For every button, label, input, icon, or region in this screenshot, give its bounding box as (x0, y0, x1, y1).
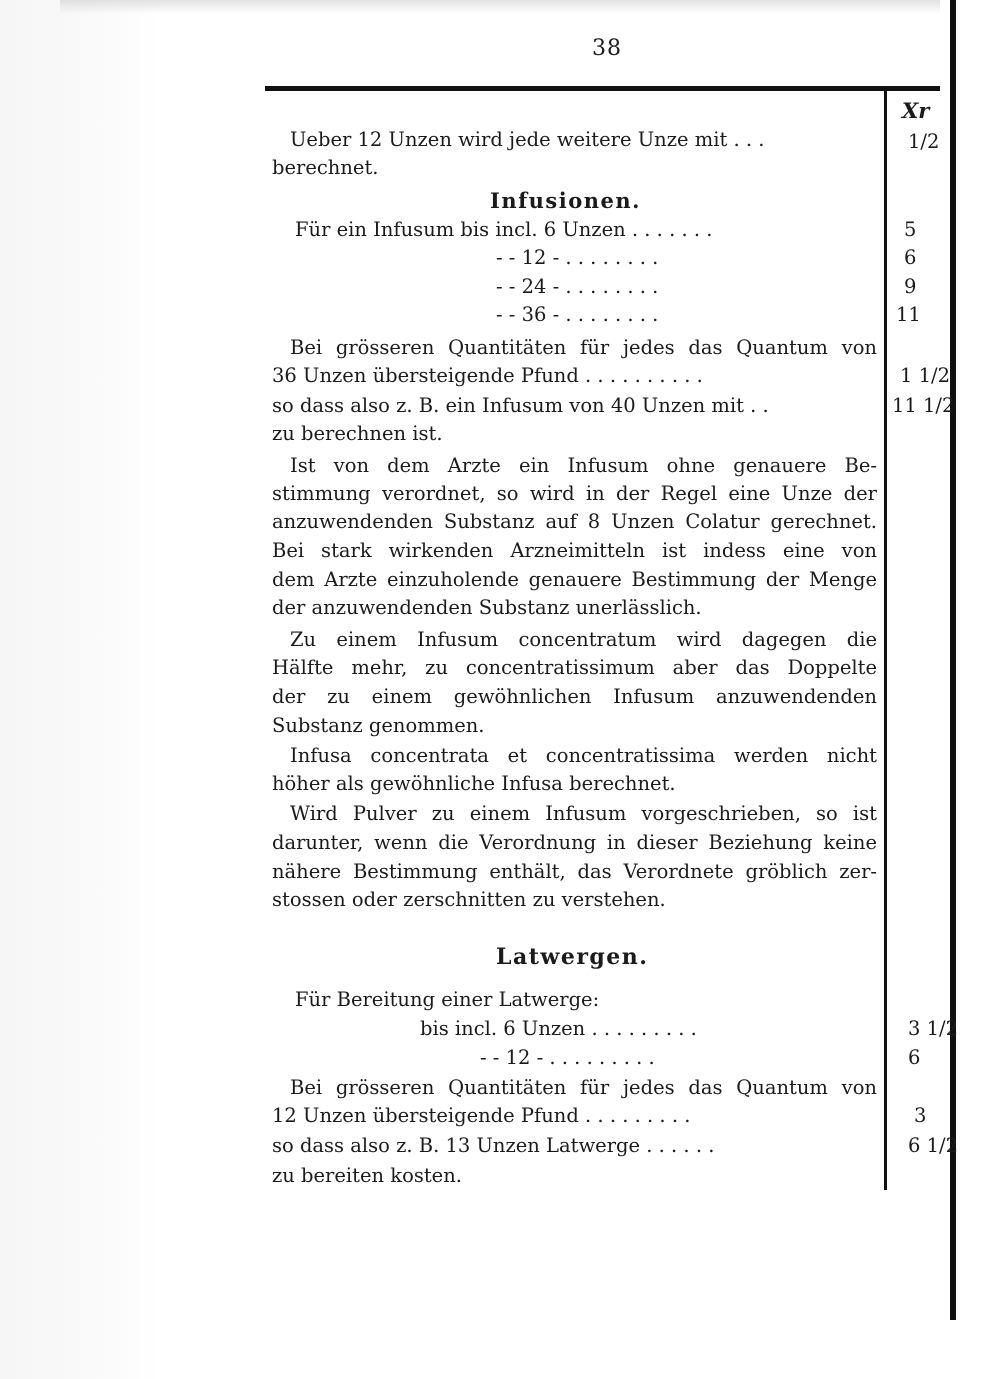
infusion-para5-line3: nähere Bestimmung enthält, das Verordnete gröblich zer- (272, 860, 877, 883)
latwerge-row-1-value: 3 1/2 (908, 1017, 958, 1040)
infusion-para2-line5: dem Arzte einzuholende genauere Bestimmung der Menge (272, 568, 877, 591)
infusion-para1-value-2: 11 1/2 (892, 394, 955, 417)
infusion-row-1-value: 5 (904, 218, 917, 241)
infusion-row-3: - - 24 - . . . . . . . . (496, 275, 659, 298)
infusion-para3-line2: Hälfte mehr, zu concentratissimum aber das Doppelte (272, 656, 877, 679)
page-edge-line (950, 0, 956, 1320)
intro-line-1-value: 1/2 (908, 130, 940, 153)
infusion-row-4: - - 36 - . . . . . . . . (496, 303, 659, 326)
latwerge-para-value-2: 6 1/2 (908, 1134, 958, 1157)
latwerge-intro: Für Bereitung einer Latwerge: (295, 988, 600, 1011)
section-heading-infusionen: Infusionen. (490, 188, 641, 213)
infusion-row-1: Für ein Infusum bis incl. 6 Unzen . . . . . . . (295, 218, 713, 241)
page-number: 38 (592, 36, 622, 61)
infusion-row-4-value: 11 (896, 303, 921, 326)
infusion-para5-line2: darunter, wenn die Verordnung in dieser Beziehung keine (272, 831, 877, 854)
intro-line-1: Ueber 12 Unzen wird jede weitere Unze mit . . . (290, 128, 765, 151)
latwerge-row-2-value: 6 (908, 1046, 921, 1069)
latwerge-para-line2: 12 Unzen übersteigende Pfund . . . . . . . . . (272, 1104, 691, 1127)
latwerge-para-value-1: 3 (914, 1104, 927, 1127)
infusion-para4-line1: Infusa concentrata et concentratissima werden nicht (290, 744, 877, 767)
infusion-para1-line3: so dass also z. B. ein Infusum von 40 Unzen mit . . (272, 394, 769, 417)
latwerge-para-line3: so dass also z. B. 13 Unzen Latwerge . . . . . . (272, 1134, 715, 1157)
infusion-para2-line4: Bei stark wirkenden Arzneimitteln ist indess eine von (272, 539, 877, 562)
latwerge-para-line1: Bei grösseren Quantitäten für jedes das Quantum von (290, 1076, 877, 1099)
infusion-row-2-value: 6 (904, 246, 917, 269)
infusion-para1-line2: 36 Unzen übersteigende Pfund . . . . . . . . . . (272, 364, 703, 387)
price-column-rule (884, 90, 887, 1190)
infusion-para2-line1: Ist von dem Arzte ein Infusum ohne genauere Be- (290, 454, 877, 477)
latwerge-row-1: bis incl. 6 Unzen . . . . . . . . . (420, 1017, 697, 1040)
header-rule (265, 86, 940, 91)
infusion-para3-line4: Substanz genommen. (272, 714, 485, 737)
latwerge-row-2: - - 12 - . . . . . . . . . (480, 1046, 655, 1069)
infusion-para3-line3: der zu einem gewöhnlichen Infusum anzuwendenden (272, 685, 877, 708)
price-column-header: Xr (902, 98, 930, 123)
infusion-para4-line2: höher als gewöhnliche Infusa berechnet. (272, 772, 676, 795)
infusion-para5-line4: stossen oder zerschnitten zu verstehen. (272, 888, 666, 911)
infusion-para1-line4: zu berechnen ist. (272, 422, 443, 445)
infusion-para3-line1: Zu einem Infusum concentratum wird dagegen die (290, 628, 877, 651)
infusion-row-3-value: 9 (904, 275, 917, 298)
latwerge-para-line4: zu bereiten kosten. (272, 1164, 462, 1187)
section-heading-latwergen: Latwergen. (496, 944, 649, 970)
infusion-para2-line2: stimmung verordnet, so wird in der Regel eine Unze der (272, 482, 877, 505)
infusion-para5-line1: Wird Pulver zu einem Infusum vorgeschrieben, so ist (290, 802, 877, 825)
scan-margin-shade (0, 0, 160, 1379)
infusion-row-2: - - 12 - . . . . . . . . (496, 246, 659, 269)
infusion-para2-line3: anzuwendenden Substanz auf 8 Unzen Colatur gerechnet. (272, 510, 877, 533)
scan-top-smudge (60, 0, 940, 14)
infusion-para1-line1: Bei grösseren Quantitäten für jedes das Quantum von (290, 336, 877, 359)
intro-line-2: berechnet. (272, 156, 379, 179)
infusion-para2-line6: der anzuwendenden Substanz unerlässlich. (272, 596, 702, 619)
infusion-para1-value-1: 1 1/2 (900, 364, 950, 387)
